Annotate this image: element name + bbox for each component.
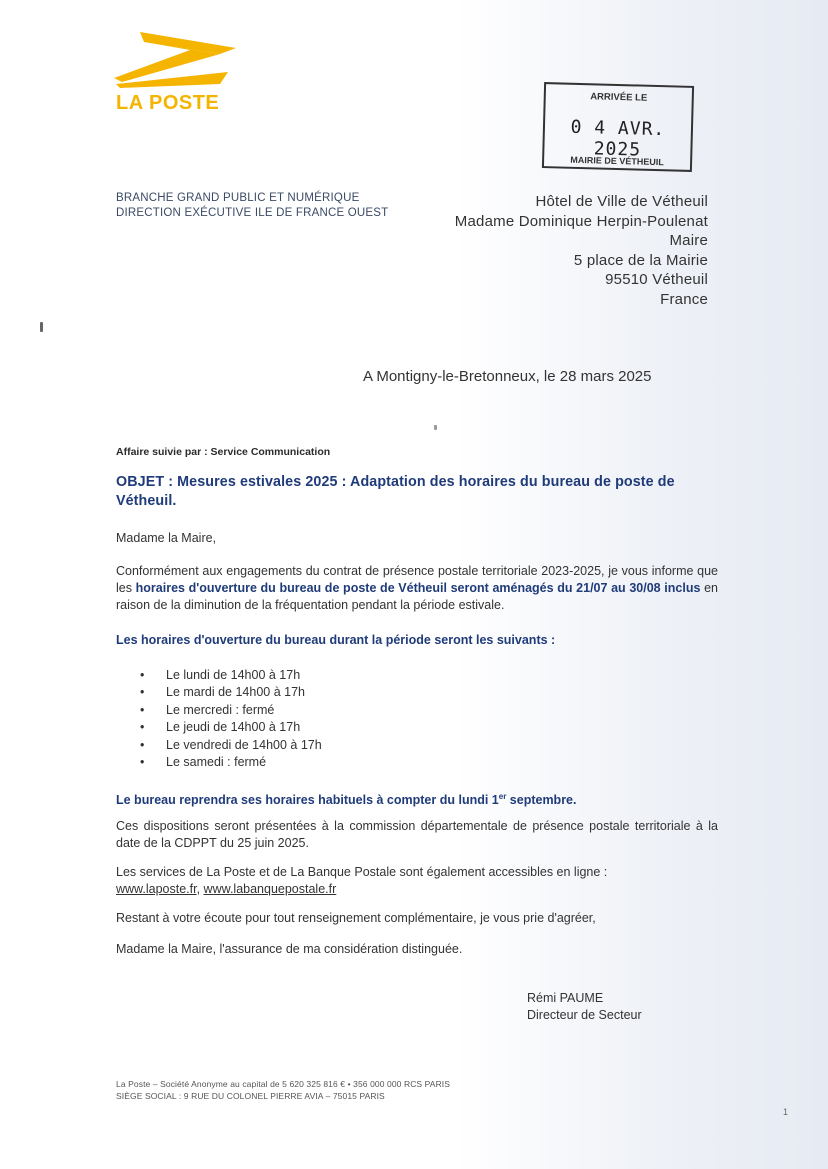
paragraph-4: Restant à votre écoute pour tout renseignement complémentaire, je vous prie d'agréer, [116, 911, 596, 925]
footer-line-1: La Poste – Société Anonyme au capital de 5 620 325 816 € • 356 000 000 RCS PARIS [116, 1079, 451, 1089]
recipient-address [455, 192, 708, 310]
signatory-title: Directeur de Secteur [527, 1008, 642, 1022]
hours-list [140, 667, 322, 771]
scan-speck [434, 425, 437, 430]
page-number: 1 [783, 1107, 789, 1117]
stamp-mairie: MAIRIE DE VÉTHEUIL [570, 154, 664, 168]
list-item: • Le vendredi de 14h00 à 17h [140, 737, 322, 754]
list-item: • Le jeudi de 14h00 à 17h [140, 719, 322, 736]
paragraph-1-highlight: horaires d'ouverture du bureau de poste de Vétheuil seront aménagés du 21/07 au 30/08 inclus [135, 581, 701, 595]
list-item: • Le samedi : fermé [140, 754, 322, 771]
footer-line-2: SIÈGE SOCIAL : 9 RUE DU COLONEL PIERRE AVIA – 75015 PARIS [116, 1090, 385, 1101]
recipient-line-2: Madame Dominique Herpin-Poulenat [454, 212, 708, 230]
affaire-suivie: Affaire suivie par : Service Communication [116, 446, 331, 458]
signatory-name: Rémi PAUME [527, 991, 604, 1005]
recipient-line-3: Maire [669, 232, 708, 250]
sender-line-2: DIRECTION EXÉCUTIVE ILE DE FRANCE OUEST [116, 207, 389, 219]
paragraph-1 [116, 563, 718, 614]
sender-block [116, 191, 388, 221]
paragraph-3-text: Les services de La Poste et de La Banque Postale sont également accessibles en ligne : [116, 865, 608, 879]
hours-title: Les horaires d'ouverture du bureau durant la période seront les suivants : [116, 633, 556, 647]
link-separator: , [196, 882, 204, 896]
salutation: Madame la Maire, [116, 531, 217, 545]
resume-end: septembre. [506, 793, 577, 808]
recipient-line-5: 95510 Vétheuil [605, 271, 708, 289]
paragraph-5: Madame la Maire, l'assurance de ma considération distinguée. [116, 942, 463, 956]
sender-line-1: BRANCHE GRAND PUBLIC ET NUMÉRIQUE [116, 192, 360, 204]
stamp-label: ARRIVÉE LE [590, 91, 648, 104]
la-poste-bird-logo-icon [110, 32, 236, 88]
list-item: • Le lundi de 14h00 à 17h [140, 667, 322, 684]
list-item: • Le mardi de 14h00 à 17h [140, 684, 322, 701]
recipient-line-4: 5 place de la Mairie [573, 251, 708, 269]
paragraph-1-start: Conformément aux engagements du contrat de présence postale territoriale 2023-2025, je vous informe que les [116, 564, 718, 595]
paragraph-3 [116, 864, 718, 898]
resume-notice [116, 788, 718, 809]
resume-text: Le bureau reprendra ses horaires habituels à compter du lundi 1 [116, 793, 499, 808]
recipient-line-1: Hôtel de Ville de Vétheuil [535, 193, 708, 210]
list-item: • Le mercredi : fermé [140, 702, 322, 719]
recipient-line-6: France [660, 290, 708, 308]
signature-block [527, 990, 642, 1024]
legal-footer [116, 1079, 450, 1102]
la-poste-logo-text: LA POSTE [116, 92, 220, 114]
scan-speck [40, 322, 43, 332]
laposte-link[interactable]: www.laposte.fr [116, 882, 197, 896]
paragraph-2: Ces dispositions seront présentées à la commission départementale de présence postale territoriale à la date de la CDPPT du 25 juin 2025. [116, 819, 718, 850]
stamp-date: 0 4 AVR. 2025 [570, 116, 666, 161]
subject-line: OBJET : Mesures estivales 2025 : Adaptation des horaires du bureau de poste de Vétheuil. [116, 474, 675, 509]
labanquepostale-link[interactable]: www.labanquepostale.fr [203, 882, 337, 896]
resume-sup: er [498, 792, 507, 801]
place-date: A Montigny-le-Bretonneux, le 28 mars 2025 [363, 368, 652, 385]
paragraph-1-end: en raison de la diminution de la fréquentation pendant la période estivale. [116, 581, 718, 612]
arrival-stamp [542, 82, 694, 172]
